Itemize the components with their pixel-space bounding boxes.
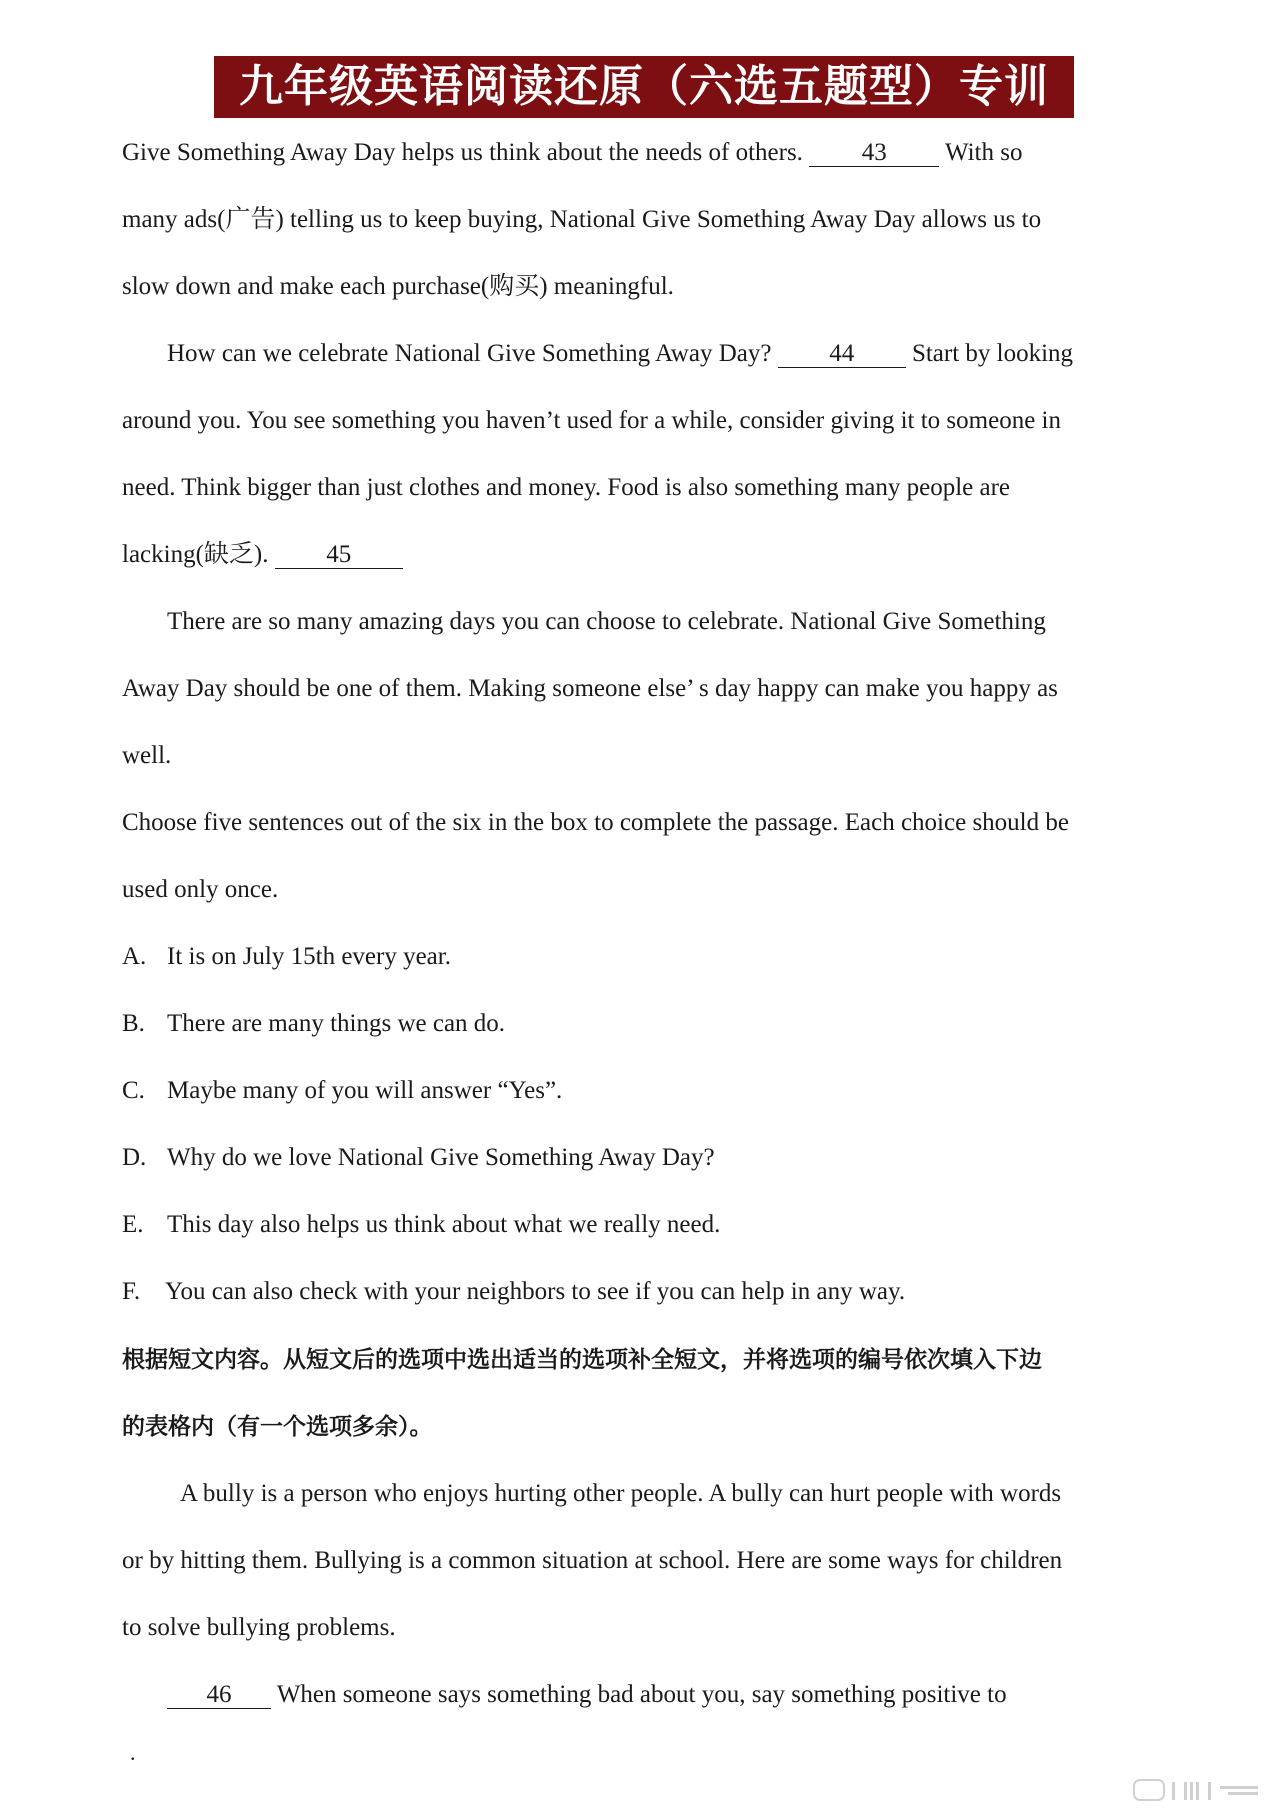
passage2-line-1: A bully is a person who enjoys hurting other people. A bully can hurt people with words	[180, 1480, 1062, 1507]
option-letter: E.	[122, 1211, 144, 1238]
option-letter: F.	[122, 1278, 141, 1305]
option-text: It is on July 15th every year.	[167, 943, 451, 970]
option-f	[122, 1275, 905, 1309]
text-segment: Start by looking	[911, 340, 1074, 367]
option-d	[122, 1141, 715, 1175]
passage1-line-7	[122, 538, 403, 572]
option-letter: C.	[122, 1077, 145, 1104]
passage1-line-2: many ads(广告) telling us to keep buying, National Give Something Away Day allows us to	[122, 206, 1042, 233]
watermark-icon	[1132, 1778, 1262, 1802]
text-segment: When someone says something bad about you, say something positive to	[276, 1681, 1007, 1708]
text-segment: lacking(缺乏).	[122, 541, 269, 568]
passage1-line-3: slow down and make each purchase(购买) meaningful.	[122, 273, 674, 300]
passage2-line-3: to solve bullying problems.	[122, 1614, 396, 1641]
text-segment: With so	[945, 139, 1023, 166]
option-text: You can also check with your neighbors to see if you can help in any way.	[165, 1278, 906, 1305]
passage1-line-8: There are so many amazing days you can choose to celebrate. National Give Something	[167, 608, 1046, 635]
blank-46[interactable]: 46	[167, 1682, 271, 1709]
page-title: 九年级英语阅读还原（六选五题型）专训	[214, 56, 1074, 118]
option-letter: D.	[122, 1144, 147, 1171]
option-letter: B.	[122, 1010, 145, 1037]
blank-44[interactable]: 44	[778, 341, 906, 368]
passage1-line-4	[167, 337, 1073, 371]
passage2-line-2: or by hitting them. Bullying is a common situation at school. Here are some ways for children	[122, 1547, 1063, 1574]
trailing-dot: .	[130, 1740, 136, 1765]
passage1-line-10: well.	[122, 742, 172, 769]
passage1-line-5: around you. You see something you haven’t used for a while, consider giving it to someone in	[122, 407, 1061, 434]
option-b	[122, 1007, 505, 1041]
option-text: Why do we love National Give Something Away Day?	[167, 1144, 715, 1171]
option-text: This day also helps us think about what we really need.	[167, 1211, 721, 1238]
passage1-line-1	[122, 136, 1022, 170]
option-letter: A.	[122, 943, 147, 970]
option-text: There are many things we can do.	[167, 1010, 506, 1037]
instructions-line-1: Choose five sentences out of the six in the box to complete the passage. Each choice should be	[122, 809, 1069, 836]
option-text: Maybe many of you will answer “Yes”.	[167, 1077, 563, 1104]
passage1-line-6: need. Think bigger than just clothes and money. Food is also something many people are	[122, 474, 1011, 501]
cn-instructions-line-1: 根据短文内容。从短文后的选项中选出适当的选项补全短文，并将选项的编号依次填入下边	[122, 1347, 1042, 1373]
text-segment: How can we celebrate National Give Something Away Day?	[167, 340, 772, 367]
passage1-line-9: Away Day should be one of them. Making someone else’ s day happy can make you happy as	[122, 675, 1058, 702]
option-a	[122, 940, 451, 974]
text-segment: Give Something Away Day helps us think about the needs of others.	[122, 139, 803, 166]
blank-45[interactable]: 45	[275, 542, 403, 569]
option-e	[122, 1208, 720, 1242]
option-c	[122, 1074, 562, 1108]
passage2-line-4	[167, 1678, 1007, 1712]
blank-43[interactable]: 43	[809, 140, 939, 167]
cn-instructions-line-2: 的表格内（有一个选项多余）。	[122, 1414, 433, 1440]
instructions-line-2: used only once.	[122, 876, 279, 903]
